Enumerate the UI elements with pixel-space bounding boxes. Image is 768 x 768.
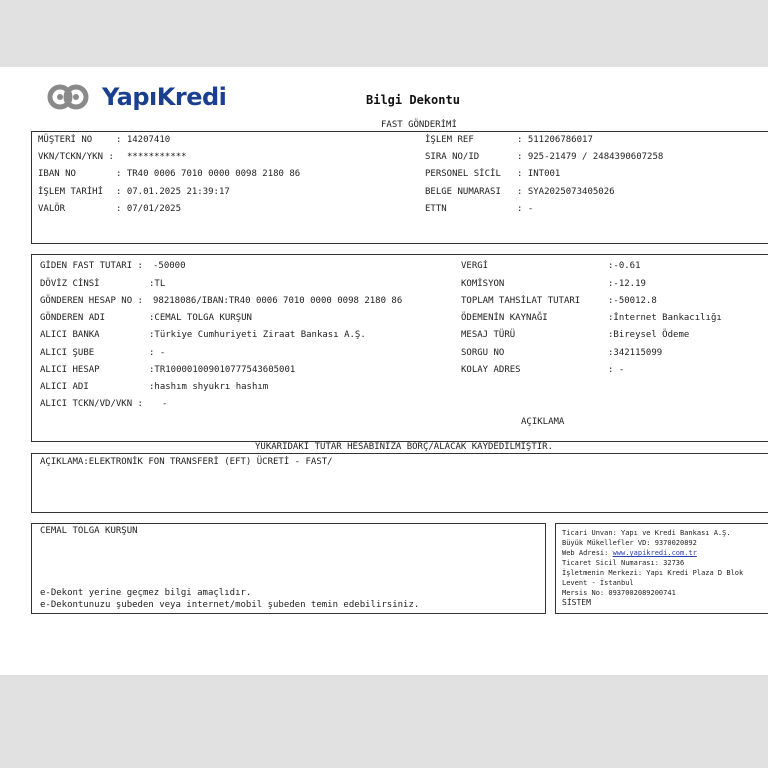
sender-account-label: GÖNDEREN HESAP NO : <box>40 296 143 306</box>
debit-note: YUKARIDAKİ TUTAR HESABINIZA BORÇ/ALACAK KAYDEDİLMİŞTİR. <box>255 442 554 452</box>
commission-label: KOMİSYON <box>461 279 505 289</box>
query-no-label: SORGU NO <box>461 348 505 358</box>
sequence-no-label: SIRA NO/ID <box>425 152 480 162</box>
customer-number-value: : 14207410 <box>116 135 171 145</box>
document-title: Bilgi Dekontu <box>366 93 460 107</box>
commission-value: :-12.19 <box>608 279 646 289</box>
logo-mark-icon <box>46 83 98 111</box>
currency-value: :TL <box>149 279 166 289</box>
receiver-name-label: ALICI ADI <box>40 382 89 392</box>
outgoing-amount-value: -50000 <box>153 261 186 271</box>
company-mersis: Mersis No: 0937002089200741 <box>562 589 676 597</box>
receiver-name-value: :hashım shyukrı hashım <box>149 382 269 392</box>
receiver-branch-value: : - <box>149 348 166 358</box>
receiver-tax-id-label: ALICI TCKN/VD/VKN : <box>40 399 143 409</box>
value-date-label: VALÖR <box>38 204 66 214</box>
document-number-value: : SYA2025073405026 <box>517 187 615 197</box>
company-tax-office: Büyük Mükellefler VD: 9370020892 <box>562 539 697 547</box>
customer-number-label: MÜŞTERİ NO <box>38 135 93 145</box>
receiver-account-value: :TR100001009010777543605001 <box>149 365 296 375</box>
footer-note-1: e-Dekont yerine geçmez bilgi amaçlıdır. <box>40 588 252 598</box>
company-registry: Ticaret Sicil Numarası: 32736 <box>562 559 685 567</box>
iban-value: : TR40 0006 7010 0000 0098 2180 86 <box>116 169 301 179</box>
receiver-account-label: ALICI HESAP <box>40 365 100 375</box>
company-title: Ticari Unvan: Yapı ve Kredi Bankası A.Ş. <box>562 529 731 537</box>
yapikredi-logo <box>46 81 226 113</box>
document-number-label: BELGE NUMARASI <box>425 187 501 197</box>
footer-note-2: e-Dekontunuzu şubeden veya internet/mobil şubeden temin edebilirsiniz. <box>40 600 420 610</box>
ettn-label: ETTN <box>425 204 447 214</box>
tax-value: :-0.61 <box>608 261 641 271</box>
tax-id-label: VKN/TCKN/YKN : <box>38 152 114 162</box>
receiver-tax-id-value: - <box>162 399 168 409</box>
footer-customer-name: CEMAL TOLGA KURŞUN <box>40 526 138 536</box>
total-charge-value: :-50012.8 <box>608 296 657 306</box>
value-date-value: : 07/01/2025 <box>116 204 182 214</box>
message-type-label: MESAJ TÜRÜ <box>461 330 516 340</box>
description-text: AÇIKLAMA:ELEKTRONİK FON TRANSFERİ (EFT) ÜCRETİ - FAST/ <box>40 457 333 467</box>
sequence-no-value: : 925-21479 / 2484390607258 <box>517 152 664 162</box>
sender-name-value: :CEMAL TOLGA KURŞUN <box>149 313 252 323</box>
company-web <box>562 548 697 558</box>
section-title: FAST GÖNDERİMİ <box>381 120 457 130</box>
brand-name: YapıKredi <box>102 83 227 111</box>
tax-id-value: *********** <box>127 152 187 162</box>
transaction-date-value: : 07.01.2025 21:39:17 <box>116 187 230 197</box>
transaction-ref-label: İŞLEM REF <box>425 135 474 145</box>
receipt-page <box>0 67 768 675</box>
iban-label: IBAN NO <box>38 169 76 179</box>
company-web-link[interactable]: www.yapikredi.com.tr <box>612 549 697 557</box>
payment-source-label: ÖDEMENİN KAYNAĞI <box>461 313 548 323</box>
payment-source-value: :İnternet Bankacılığı <box>608 313 722 323</box>
company-web-label: Web Adresi: <box>562 549 613 557</box>
system-label: SİSTEM <box>562 598 591 607</box>
message-type-value: :Bireysel Ödeme <box>608 330 690 340</box>
receiver-branch-label: ALICI ŞUBE <box>40 348 95 358</box>
staff-id-value: : INT001 <box>517 169 561 179</box>
total-charge-label: TOPLAM TAHSİLAT TUTARI <box>461 296 581 306</box>
aciklama-label: AÇIKLAMA <box>521 417 565 427</box>
sender-account-value: 98218086/IBAN:TR40 0006 7010 0000 0098 2180 86 <box>153 296 403 306</box>
outgoing-amount-label: GİDEN FAST TUTARI : <box>40 261 143 271</box>
company-hq-city: Levent - İstanbul <box>562 579 634 587</box>
sender-name-label: GÖNDEREN ADI <box>40 313 106 323</box>
easy-address-label: KOLAY ADRES <box>461 365 521 375</box>
ettn-value: : - <box>517 204 534 214</box>
query-no-value: :342115099 <box>608 348 663 358</box>
receiver-bank-value: :Türkiye Cumhuriyeti Ziraat Bankası A.Ş. <box>149 330 366 340</box>
easy-address-value: : - <box>608 365 625 375</box>
staff-id-label: PERSONEL SİCİL <box>425 169 501 179</box>
company-hq: İşletmenin Merkezi: Yapı Kredi Plaza D Blok <box>562 569 744 577</box>
transaction-date-label: İŞLEM TARİHİ <box>38 187 104 197</box>
currency-label: DÖVİZ CİNSİ <box>40 279 100 289</box>
transaction-ref-value: : 511206786017 <box>517 135 593 145</box>
tax-label: VERGİ <box>461 261 489 271</box>
receiver-bank-label: ALICI BANKA <box>40 330 100 340</box>
